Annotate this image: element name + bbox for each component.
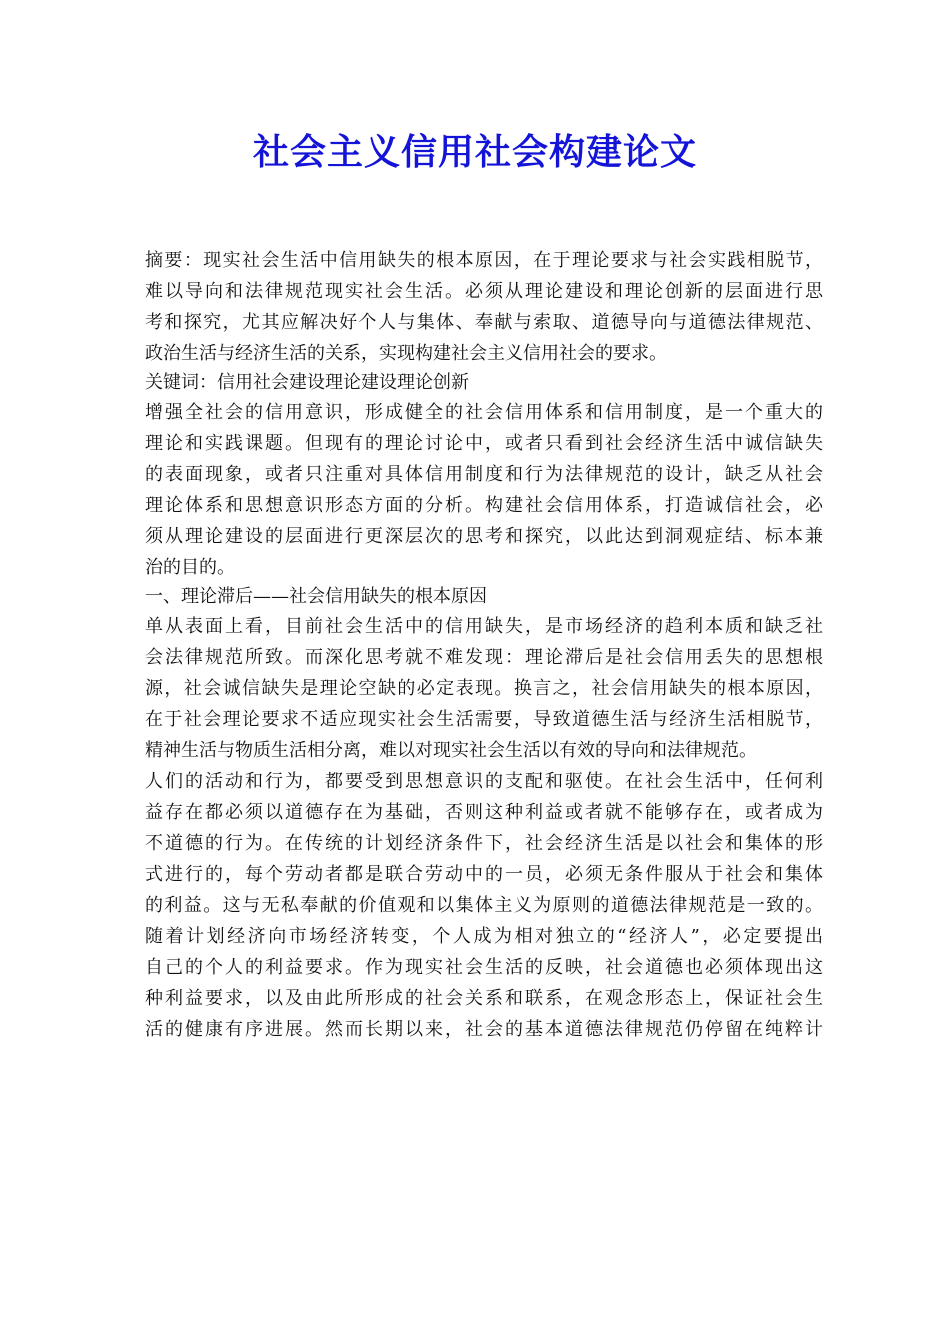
keywords-paragraph [145, 369, 823, 397]
text-line: 的表面现象，或者只注重对具体信用制度和行为法律规范的设计，缺乏从社会 [145, 464, 823, 485]
text-line: 理论和实践课题。但现有的理论讨论中，或者只看到社会经济生活中诚信缺失 [145, 433, 823, 454]
text-line: 不道德的行为。在传统的计划经济条件下，社会经济生活是以社会和集体的形 [145, 833, 823, 854]
text-line: 须从理论建设的层面进行更深层次的思考和探究，以此达到洞观症结、标本兼 [145, 526, 823, 547]
intro-paragraph [145, 397, 823, 583]
section-paragraph [145, 611, 823, 766]
section-heading-text: 一、理论滞后——社会信用缺失的根本原因 [145, 586, 487, 607]
text-line: 活的健康有序进展。然而长期以来，社会的基本道德法律规范仍停留在纯粹计 [145, 1019, 823, 1040]
text-line: 政治生活与经济生活的关系，实现构建社会主义信用社会的要求。 [145, 343, 667, 364]
text-line: 源，社会诚信缺失是理论空缺的必定表现。换言之，社会信用缺失的根本原因， [145, 678, 823, 699]
section-heading [145, 583, 823, 611]
abstract-paragraph [145, 245, 823, 369]
text-line: 益存在都必须以道德存在为基础，否则这种利益或者就不能够存在，或者成为 [145, 802, 823, 823]
text-line: 在于社会理论要求不适应现实社会生活需要，导致道德生活与经济生活相脱节， [145, 709, 823, 730]
document-body [145, 245, 823, 1045]
text-line: 式进行的，每个劳动者都是联合劳动中的一员，必须无条件服从于社会和集体 [145, 864, 823, 885]
text-line: 单从表面上看，目前社会生活中的信用缺失，是市场经济的趋利本质和缺乏社 [145, 616, 823, 637]
text-line: 摘要：现实社会生活中信用缺失的根本原因，在于理论要求与社会实践相脱节， [145, 250, 823, 271]
document-title: 社会主义信用社会构建论文 [252, 132, 697, 173]
text-line: 精神生活与物质生活相分离，难以对现实社会生活以有效的导向和法律规范。 [145, 740, 757, 761]
text-line: 考和探究，尤其应解决好个人与集体、奉献与索取、道德导向与道德法律规范、 [145, 312, 823, 333]
text-line: 自己的个人的利益要求。作为现实社会生活的反映，社会道德也必须体现出这 [145, 957, 823, 978]
text-line: 难以导向和法律规范现实社会生活。必须从理论建设和理论创新的层面进行思 [145, 281, 823, 302]
text-line: 种利益要求，以及由此所形成的社会关系和联系，在观念形态上，保证社会生 [145, 988, 823, 1009]
text-line: 增强全社会的信用意识，形成健全的社会信用体系和信用制度，是一个重大的 [145, 402, 823, 423]
text-line: 的利益。这与无私奉献的价值观和以集体主义为原则的道德法律规范是一致的。 [145, 895, 823, 916]
text-line: 理论体系和思想意识形态方面的分析。构建社会信用体系，打造诚信社会，必 [145, 495, 823, 516]
text-line: 关键词：信用社会建设理论建设理论创新 [145, 372, 469, 393]
text-line: 治的目的。 [145, 557, 235, 578]
section-paragraph [145, 766, 823, 1045]
text-line: 人们的活动和行为，都要受到思想意识的支配和驱使。在社会生活中，任何利 [145, 771, 823, 792]
text-line: 会法律规范所致。而深化思考就不难发现：理论滞后是社会信用丢失的思想根 [145, 647, 823, 668]
text-line: 随着计划经济向市场经济转变，个人成为相对独立的“经济人”，必定要提出 [145, 926, 823, 947]
